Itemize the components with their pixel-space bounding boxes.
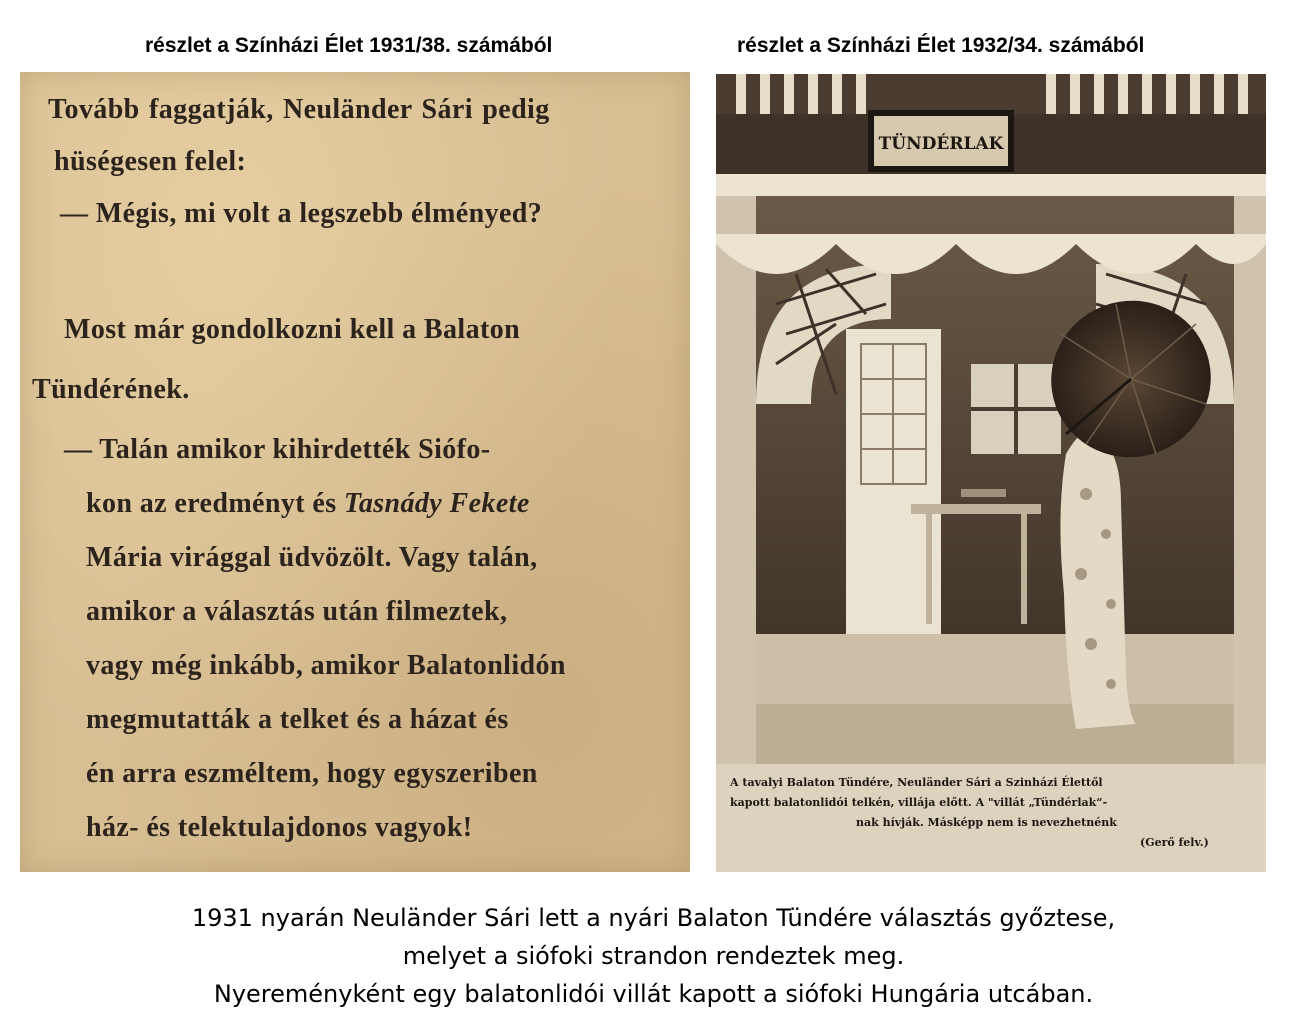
villa-photograph (716, 74, 1266, 872)
photo-credit: (Gerő felv.) (1140, 836, 1209, 849)
right-source-caption: részlet a Színházi Élet 1932/34. számából (737, 34, 1145, 57)
clipping-line: — Talán amikor kihirdették Siófo- (64, 434, 491, 465)
clipping-line: vagy még inkább, amikor Balatonlidón (86, 650, 566, 681)
clipping-line: Mária virággal üdvözölt. Vagy talán, (86, 542, 538, 573)
newspaper-clipping (20, 72, 690, 872)
clipping-line: Tovább faggatják, Neuländer Sári pedig (48, 94, 550, 125)
footer-line: melyet a siófoki strandon rendeztek meg. (402, 942, 905, 970)
clipping-line: Most már gondolkozni kell a Balaton (64, 314, 521, 345)
clipping-line: kon az eredményt és Tasnády Fekete (86, 488, 530, 519)
villa-sign: TÜNDÉRLAK (878, 134, 1004, 154)
photo-caption-line: A tavalyi Balaton Tündére, Neuländer Sári a Szinházi Élettől (730, 776, 1103, 789)
footer-line: Nyereményként egy balatonlidói villát kapott a siófoki Hungária utcában. (213, 980, 1094, 1008)
footer-line: 1931 nyarán Neuländer Sári lett a nyári Balaton Tündére választás győztese, (191, 904, 1116, 932)
clipping-line: Tündérének. (32, 374, 190, 405)
clipping-line: hüségesen felel: (54, 146, 247, 177)
photo-caption-line: nak hívják. Másképp nem is nevezhetnénk (856, 816, 1117, 829)
clipping-line: én arra eszméltem, hogy egyszeriben (86, 758, 538, 789)
photo-caption (716, 764, 1266, 872)
villa-scene-image (716, 74, 1266, 764)
clipping-line: megmutatták a telket és a házat és (86, 704, 509, 735)
left-source-caption: részlet a Színházi Élet 1931/38. számából (145, 34, 553, 57)
clipping-line: amikor a választás után filmeztek, (86, 596, 508, 627)
clipping-line: ház- és telektulajdonos vagyok! (86, 812, 473, 843)
photo-caption-line: kapott balatonlidói telkén, villája előtt. A "villát „Tündérlak“- (730, 796, 1108, 809)
clipping-line: — Mégis, mi volt a legszebb élményed? (60, 198, 543, 229)
